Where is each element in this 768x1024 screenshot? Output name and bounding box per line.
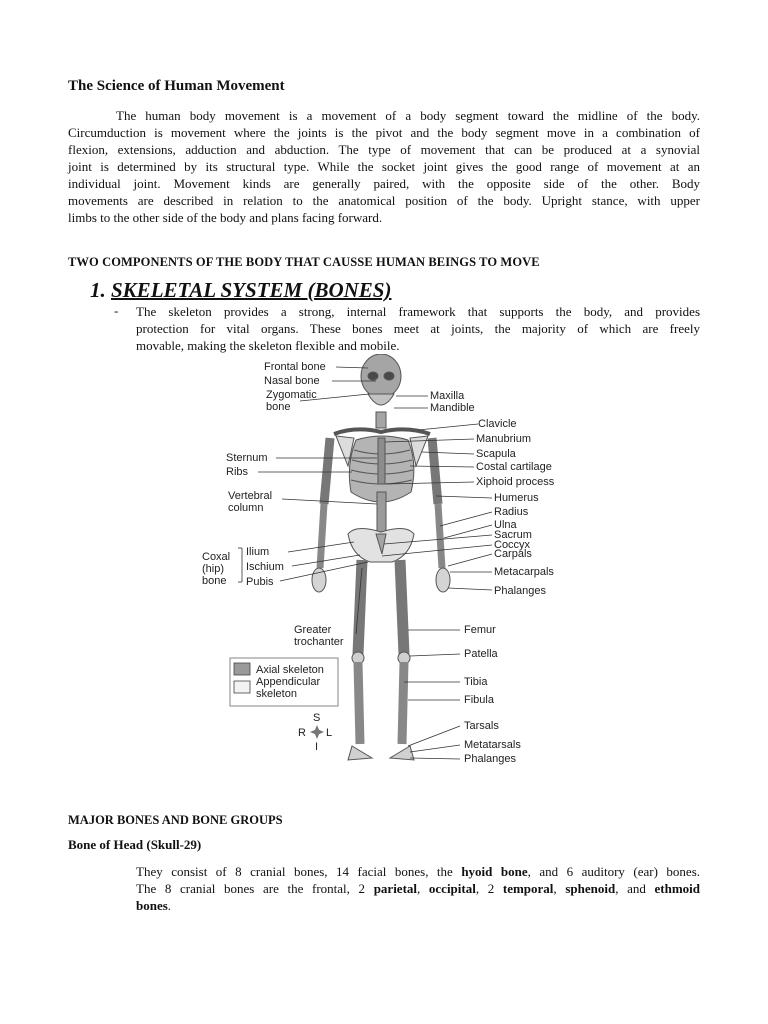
label-humerus: Humerus [494, 492, 539, 504]
label-vertebral-column: column [228, 502, 264, 514]
label-femur: Femur [464, 624, 496, 636]
label-coxal-hip: (hip) [202, 563, 225, 575]
label-frontal-bone: Frontal bone [264, 361, 326, 373]
label-ulna: Ulna [494, 519, 517, 531]
document-title: The Science of Human Movement [68, 78, 285, 94]
label-metacarpals: Metacarpals [494, 566, 554, 578]
compass-superior: S [313, 712, 321, 724]
major-bones-heading: MAJOR BONES AND BONE GROUPS [68, 813, 283, 827]
term-bones: bones [136, 898, 168, 913]
label-sternum: Sternum [226, 452, 268, 464]
bone-of-head-heading: Bone of Head (Skull-29) [68, 837, 202, 852]
section-number: 1. [90, 278, 106, 302]
label-scapula: Scapula [476, 448, 516, 460]
intro-line: The human body movement is a movement of a body segment toward the midline of the body. [116, 108, 700, 123]
label-greater: Greater [294, 624, 332, 636]
legend-axial-swatch [234, 663, 250, 675]
diagram-legend [230, 658, 338, 706]
label-tibia: Tibia [464, 676, 488, 688]
intro-line: Circumduction is movement where the joints is the pivot and the body segment move in a combination of [68, 125, 700, 140]
term-hyoid-bone: hyoid bone [461, 864, 528, 879]
intro-paragraph [68, 107, 700, 226]
term-occipital: occipital [428, 881, 476, 896]
label-patella: Patella [464, 648, 498, 660]
text-run: , and [615, 881, 655, 896]
skeleton-description [136, 303, 700, 354]
label-ribs: Ribs [226, 466, 249, 478]
description-line: protection for vital organs. These bones meet at joints, the majority of which are freely [136, 321, 700, 336]
label-phalanges-hand: Phalanges [494, 585, 546, 597]
label-nasal-bone: Nasal bone [264, 375, 320, 387]
section-title: SKELETAL SYSTEM (BONES) [111, 278, 392, 302]
term-parietal: parietal [373, 881, 418, 896]
label-fibula: Fibula [464, 694, 494, 706]
intro-line: movements are described in relation to the anatomical position of the body. Upright stance, with upper [68, 193, 700, 208]
label-maxilla: Maxilla [430, 390, 465, 402]
intro-line: limbs to the other side of the body and plans facing forward. [68, 210, 383, 225]
text-run: , 2 [475, 881, 503, 896]
label-coccyx: Coccyx [494, 539, 531, 551]
text-run: The 8 cranial bones are the frontal, 2 [136, 881, 374, 896]
intro-line: individual joint. Movement kinds are generally paired, with the opposite side of the other. Body [68, 176, 700, 191]
text-run: They consist of 8 cranial bones, 14 facial bones, the [136, 864, 462, 879]
head-line-3 [136, 897, 700, 914]
label-zygomatic-bone: bone [266, 401, 291, 413]
label-manubrium: Manubrium [476, 433, 532, 445]
text-run: , [417, 881, 429, 896]
compass-inferior: I [315, 741, 319, 753]
head-line-1 [136, 863, 700, 880]
label-phalanges-foot: Phalanges [464, 753, 516, 765]
label-carpals: Carpals [494, 548, 532, 560]
text-run: , and 6 auditory (ear) bones. [527, 864, 700, 879]
label-tarsals: Tarsals [464, 720, 499, 732]
label-coxal-bone: bone [202, 575, 227, 587]
text-run: , [553, 881, 566, 896]
compass-left: L [326, 727, 333, 739]
compass-star-icon [310, 725, 324, 739]
label-clavicle: Clavicle [478, 418, 517, 430]
label-vertebral: Vertebral [228, 490, 273, 502]
label-radius: Radius [494, 506, 529, 518]
bullet-dash: - [114, 303, 119, 318]
compass-right: R [298, 727, 306, 739]
label-costal-cartilage: Costal cartilage [476, 461, 552, 473]
label-greater-trochanter: trochanter [294, 636, 344, 648]
label-xiphoid-process: Xiphoid process [476, 476, 555, 488]
intro-line: joint is determined by its structural type. While the socket joint gives the good range of movement at an [68, 159, 700, 174]
label-sacrum: Sacrum [494, 529, 532, 541]
direction-compass [298, 712, 332, 753]
label-ilium: Ilium [246, 546, 270, 558]
legend-axial-label: Axial skeleton [256, 664, 324, 676]
term-sphenoid: sphenoid [565, 881, 616, 896]
label-zygomatic: Zygomatic [266, 389, 317, 401]
components-heading: TWO COMPONENTS OF THE BODY THAT CAUSSE HUMAN BEINGS TO MOVE [68, 255, 540, 269]
legend-appendicular-swatch [234, 681, 250, 693]
legend-appendicular-label: Appendicular [256, 676, 321, 688]
legend-appendicular-label-2: skeleton [256, 688, 297, 700]
bone-of-head-paragraph [136, 863, 700, 914]
description-line: The skeleton provides a strong, internal framework that supports the body, and provides [136, 304, 700, 319]
description-line: movable, making the skeleton flexible and mobile. [136, 338, 400, 353]
label-mandible: Mandible [430, 402, 475, 414]
label-pubis: Pubis [246, 576, 274, 588]
skeleton-diagram [196, 354, 576, 774]
intro-line: flexion, extensions, adduction and abduction. The type of movement that can be produced at a synovial [68, 142, 700, 157]
label-coxal: Coxal [202, 551, 231, 563]
text-run: . [167, 898, 172, 913]
head-line-2 [136, 880, 700, 897]
section-heading-skeletal [90, 278, 391, 303]
label-ischium: Ischium [246, 561, 284, 573]
term-ethmoid: ethmoid [654, 881, 700, 896]
label-metatarsals: Metatarsals [464, 739, 521, 751]
term-temporal: temporal [502, 881, 554, 896]
